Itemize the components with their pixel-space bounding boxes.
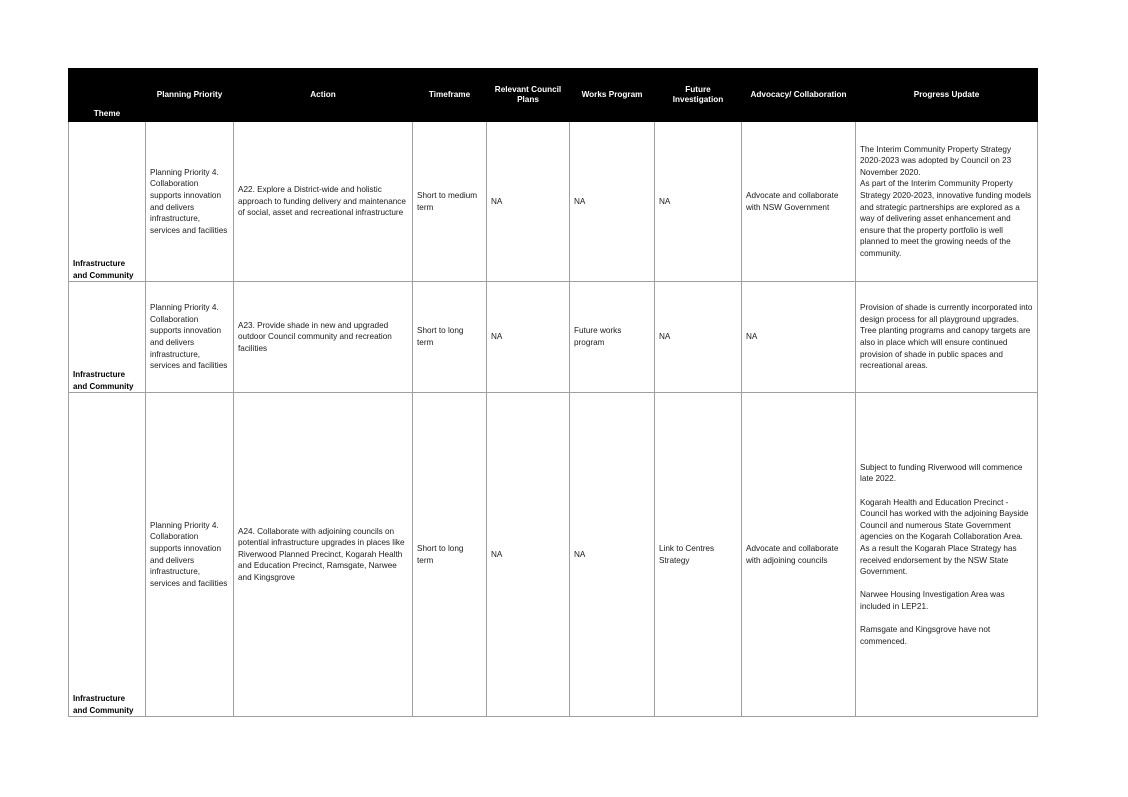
- works-program-cell: NA: [570, 122, 655, 282]
- progress-update-cell: [856, 122, 1038, 282]
- planning-priority-cell: Planning Priority 4. Collaboration supports innovation and delivers infrastructure, services and facilities: [146, 122, 234, 282]
- header-future-investigation: Future Investigation: [655, 69, 742, 122]
- header-planning-priority: Planning Priority: [146, 69, 234, 122]
- progress-update-cell: [856, 282, 1038, 393]
- progress-paragraph: Ramsgate and Kingsgrove have not commenced.: [860, 625, 991, 646]
- progress-paragraph: Subject to funding Riverwood will commence late 2022.: [860, 462, 1023, 484]
- header-relevant-council-plans: Relevant Council Plans: [487, 69, 570, 122]
- action-cell: A24. Collaborate with adjoining councils on potential infrastructure upgrades in places like Riverwood Planned Precinct, Kogarah Health and Education Precinct, Ramsgate, Narwee and Kingsgrove: [234, 393, 413, 717]
- theme-cell: Infrastructure and Community: [69, 282, 146, 393]
- table-row: [69, 282, 1038, 393]
- progress-paragraph: As part of the Interim Community Property Strategy 2020-2023, innovative funding models and strategic partnerships are explored as a way of delivering asset enhancement and ensure that the property portfolio is well planned to meet the growing needs of the community.: [860, 179, 1032, 258]
- header-advocacy-collaboration: Advocacy/ Collaboration: [742, 69, 856, 122]
- timeframe-cell: Short to long term: [413, 282, 487, 393]
- progress-paragraph: Narwee Housing Investigation Area was included in LEP21.: [860, 590, 1005, 611]
- relevant-council-plans-cell: NA: [487, 282, 570, 393]
- theme-cell: Infrastructure and Community: [69, 122, 146, 282]
- header-theme: Theme: [69, 69, 146, 122]
- theme-cell: Infrastructure and Community: [69, 393, 146, 717]
- planning-priority-cell: Planning Priority 4. Collaboration supports innovation and delivers infrastructure, services and facilities: [146, 393, 234, 717]
- works-program-cell: NA: [570, 393, 655, 717]
- progress-paragraph: Kogarah Health and Education Precinct - Council has worked with the adjoining Bayside Council and numerous State Government agencies on the Kogarah Collaboration Area. As a result the Kogarah Place Strategy has received endorsement by the NSW State Government.: [860, 497, 1029, 577]
- paragraph-spacer: [860, 578, 1033, 590]
- future-investigation-cell: NA: [655, 122, 742, 282]
- header-timeframe: Timeframe: [413, 69, 487, 122]
- header-works-program: Works Program: [570, 69, 655, 122]
- planning-priority-cell: Planning Priority 4. Collaboration supports innovation and delivers infrastructure, services and facilities: [146, 282, 234, 393]
- table-row: [69, 122, 1038, 282]
- advocacy-cell: Advocate and collaborate with adjoining councils: [742, 393, 856, 717]
- timeframe-cell: Short to long term: [413, 393, 487, 717]
- works-program-cell: Future works program: [570, 282, 655, 393]
- future-investigation-cell: Link to Centres Strategy: [655, 393, 742, 717]
- header-progress-update: Progress Update: [856, 69, 1038, 122]
- table-row: [69, 393, 1038, 717]
- progress-update-cell: [856, 393, 1038, 717]
- timeframe-cell: Short to medium term: [413, 122, 487, 282]
- progress-paragraph: Provision of shade is currently incorporated into design process for all playground upgrades. Tree planting programs and canopy targets are also in place which will ensure continued provision of shade in public spaces and recreational areas.: [860, 303, 1033, 371]
- progress-paragraph: The Interim Community Property Strategy 2020-2023 was adopted by Council on 23 November 2020.: [860, 144, 1012, 177]
- advocacy-cell: NA: [742, 282, 856, 393]
- relevant-council-plans-cell: NA: [487, 122, 570, 282]
- planning-actions-table: [68, 68, 1038, 717]
- future-investigation-cell: NA: [655, 282, 742, 393]
- relevant-council-plans-cell: NA: [487, 393, 570, 717]
- paragraph-spacer: [860, 485, 1033, 497]
- header-action: Action: [234, 69, 413, 122]
- paragraph-spacer: [860, 612, 1033, 624]
- action-cell: A23. Provide shade in new and upgraded outdoor Council community and recreation facilities: [234, 282, 413, 393]
- action-cell: A22. Explore a District-wide and holistic approach to funding delivery and maintenance of social, asset and recreational infrastructure: [234, 122, 413, 282]
- table-header-row: [69, 69, 1038, 122]
- advocacy-cell: Advocate and collaborate with NSW Government: [742, 122, 856, 282]
